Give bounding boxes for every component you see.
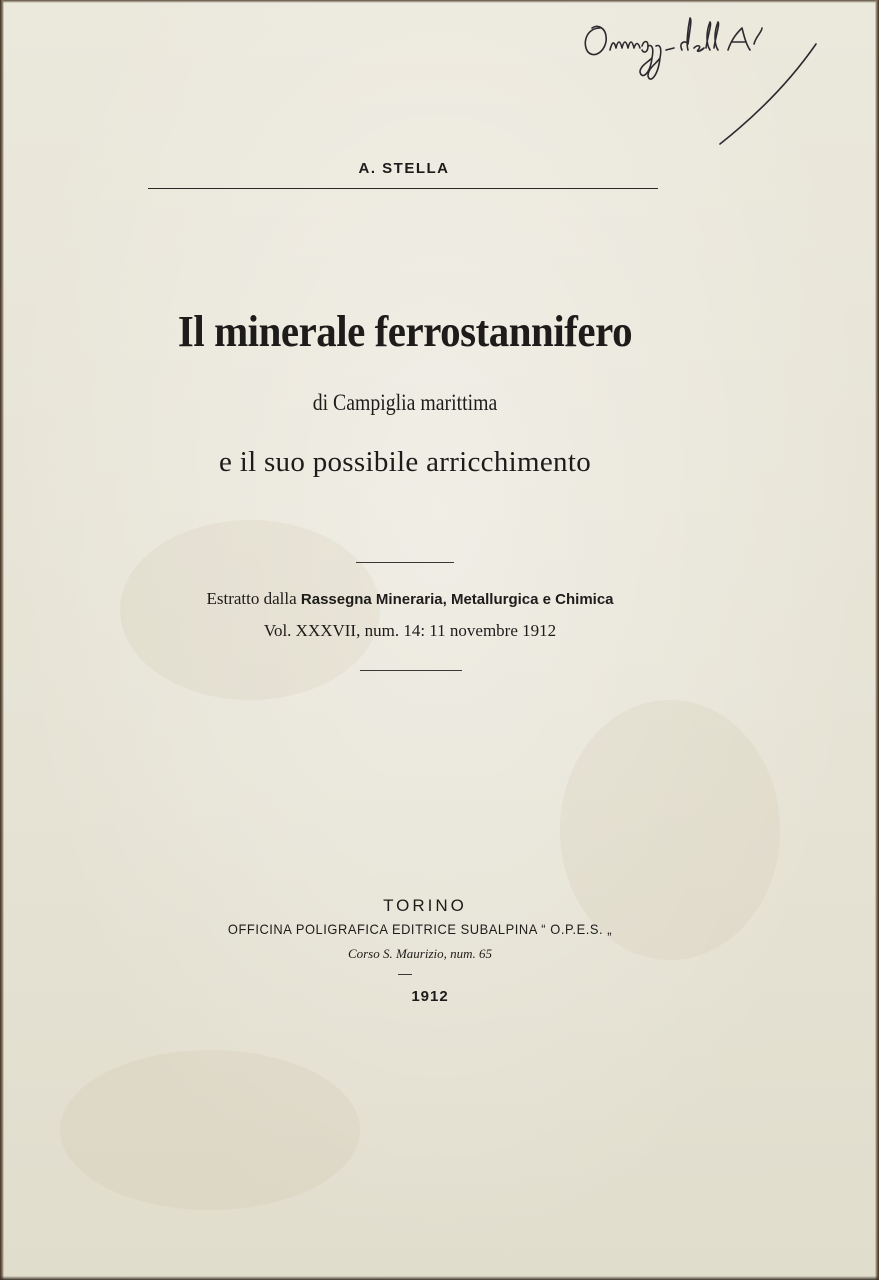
separator-dash <box>398 974 412 975</box>
extract-issue-line: Vol. XXXVII, num. 14: 11 novembre 1912 <box>263 621 557 640</box>
extract-source-line <box>160 589 660 609</box>
page-edge-left <box>0 0 4 1280</box>
page-edge-right <box>875 0 879 1280</box>
imprint-address: Corso S. Maurizio, num. 65 <box>347 946 493 961</box>
separator-rule <box>360 670 462 671</box>
paper-stain <box>120 520 380 700</box>
subtitle-line-1: di Campiglia marittima <box>312 390 498 415</box>
author-name: A. STELLA <box>358 160 450 177</box>
author-underline <box>148 188 658 189</box>
document-title: Il minerale ferrostannifero <box>177 307 633 356</box>
page-edge-top <box>0 0 879 3</box>
subtitle-line-2: e il suo possibile arricchimento <box>218 446 591 478</box>
separator-rule <box>356 562 454 563</box>
handwritten-dedication <box>578 14 828 150</box>
imprint-city: TORINO <box>383 896 467 915</box>
imprint-printer: OFFICINA POLIGRAFICA EDITRICE SUBALPINA “ O.P.E.S. „ <box>227 921 613 937</box>
page-edge-bottom <box>0 1276 879 1280</box>
imprint-year: 1912 <box>411 988 449 1005</box>
paper-stain <box>60 1050 360 1210</box>
extract-prefix: Estratto dalla <box>206 589 297 608</box>
journal-name: Rassegna Mineraria, Metallurgica e Chimica <box>300 591 614 608</box>
